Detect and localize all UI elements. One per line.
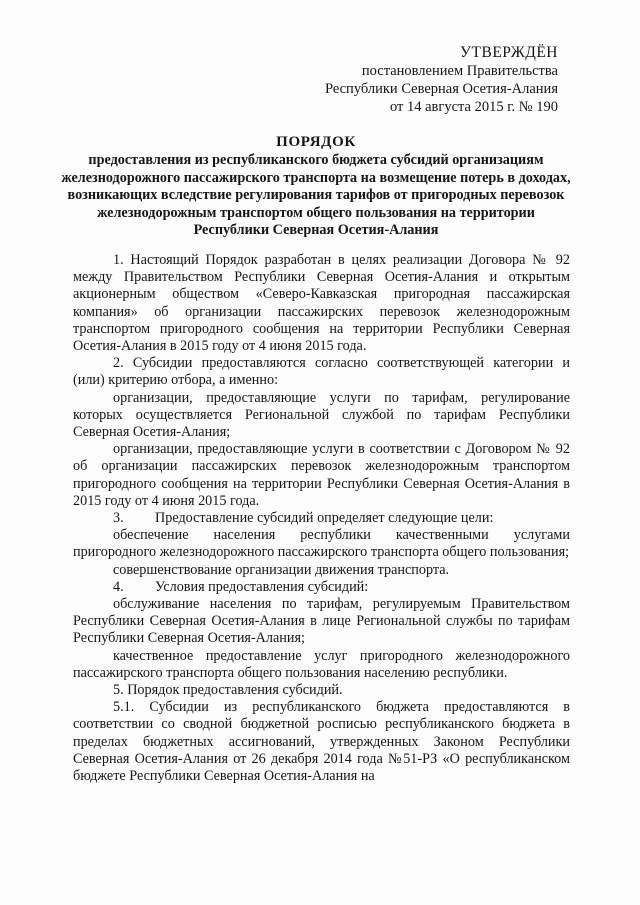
paragraph-3 [73,510,570,527]
approval-line-2: Республики Северная Осетия-Алания [324,81,558,97]
paragraph-1: 1. Настоящий Порядок разработан в целях реализации Договора № 92 между Правительством Республики Северная Осетия-Алания и открытым акционерным обществом «Северо-Кавказская пригородная пассажирская компания» об организации пассажирских перевозок железнодорожным транспортом пригородного сообщения на территории Республики Северная Осетия-Алания в 2015 году от 4 июня 2015 года. [73,252,570,355]
paragraph-4 [73,579,570,596]
approval-stamp: УТВЕРЖДЁН [460,44,558,61]
paragraph-4b: качественное предоставление услуг пригородного железнодорожного пассажирского транспорта общего пользования населению республики. [73,647,570,681]
paragraph-3-text: Предоставление субсидий определяет следующие цели: [155,510,494,527]
document-subtitle: предоставления из республиканского бюджета субсидий организациям железнодорожного пассажирского транспорта на возмещение потерь в доходах, возникающих вследствие регулирования тарифов от пригородных перевозок железнодорожным транспортом общего пользования на территории Республики Северная Осетия-Алания [61,152,571,239]
approval-line-3: от 14 августа 2015 г. № 190 [389,99,558,115]
paragraph-5-1: 5.1. Субсидии из республиканского бюджета предоставляются в соответствии со сводной бюджетной росписью республиканского бюджета в пределах бюджетных ассигнований, утвержденных Законом Республики Северная Осетия-Алания от 26 декабря 2014 года №51-РЗ «О республиканском бюджете Республики Северная Осетия-Алания на [73,699,570,785]
document-title: ПОРЯДОК [276,134,356,150]
paragraph-2: 2. Субсидии предоставляются согласно соответствующей категории и (или) критерию отбора, а именно: [73,355,570,389]
paragraph-5: 5. Порядок предоставления субсидий. [113,682,343,699]
approval-block [325,44,558,116]
document-title-block [60,134,572,239]
paragraph-3a: обеспечение населения республики качественными услугами пригородного железнодорожного пассажирского транспорта общего пользования; [73,527,570,561]
paragraph-2b: организации, предоставляющие услуги в соответствии с Договором № 92 об организации пассажирских перевозок железнодорожным транспортом пригородного сообщения на территории Республики Северная Осетия-Алания в 2015 году от 4 июня 2015 года. [73,441,570,509]
paragraph-4-text: Условия предоставления субсидий: [155,578,369,595]
paragraph-2a: организации, предоставляющие услуги по тарифам, регулирование которых осуществляется Региональной службой по тарифам Республики Северная Осетия-Алания; [73,389,570,441]
paragraph-3b: совершенствование организации движения транспорта. [113,561,450,578]
paragraph-3-number: 3. [113,510,124,527]
document-body [73,252,570,785]
paragraph-4a: обслуживание населения по тарифам, регулируемым Правительством Республики Северная Осетия-Алания в лице Региональной службы по тарифам Республики Северная Осетия-Алания; [73,596,570,647]
approval-line-1: постановлением Правительства [361,63,558,79]
paragraph-4-number: 4. [113,578,124,595]
